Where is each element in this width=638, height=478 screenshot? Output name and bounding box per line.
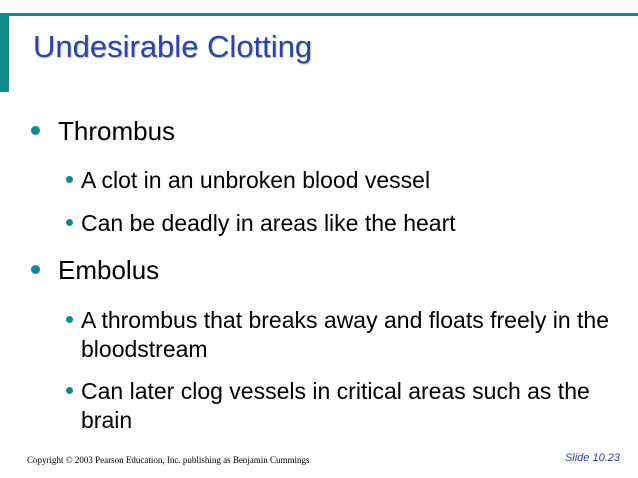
- sub-bullet-text: A clot in an unbroken blood vessel: [81, 167, 431, 193]
- slide-number: Slide 10.23: [564, 452, 620, 464]
- top-accent-rule: [0, 13, 638, 16]
- bullet-dot-icon: [66, 176, 73, 183]
- sub-bullet-text: Can later clog vessels in critical areas such as the brain: [81, 378, 590, 433]
- bullet-dot-icon: [31, 126, 40, 135]
- sub-bullet-text: A thrombus that breaks away and floats freely in the bloodstream: [81, 307, 610, 362]
- sub-bullet-text: Can be deadly in areas like the heart: [81, 210, 456, 236]
- copyright-footer: Copyright © 2003 Pearson Education, Inc. publishing as Benjamin Cummings: [27, 455, 310, 465]
- bullet-label: Thrombus: [58, 116, 176, 146]
- bullet-dot-icon: [66, 316, 73, 323]
- slide-title: Undesirable Clotting: [33, 29, 313, 64]
- left-accent-bar: [0, 16, 9, 92]
- bullet-label: Embolus: [58, 255, 160, 285]
- bullet-dot-icon: [66, 387, 73, 394]
- bullet-dot-icon: [31, 265, 40, 274]
- bullet-dot-icon: [66, 219, 73, 226]
